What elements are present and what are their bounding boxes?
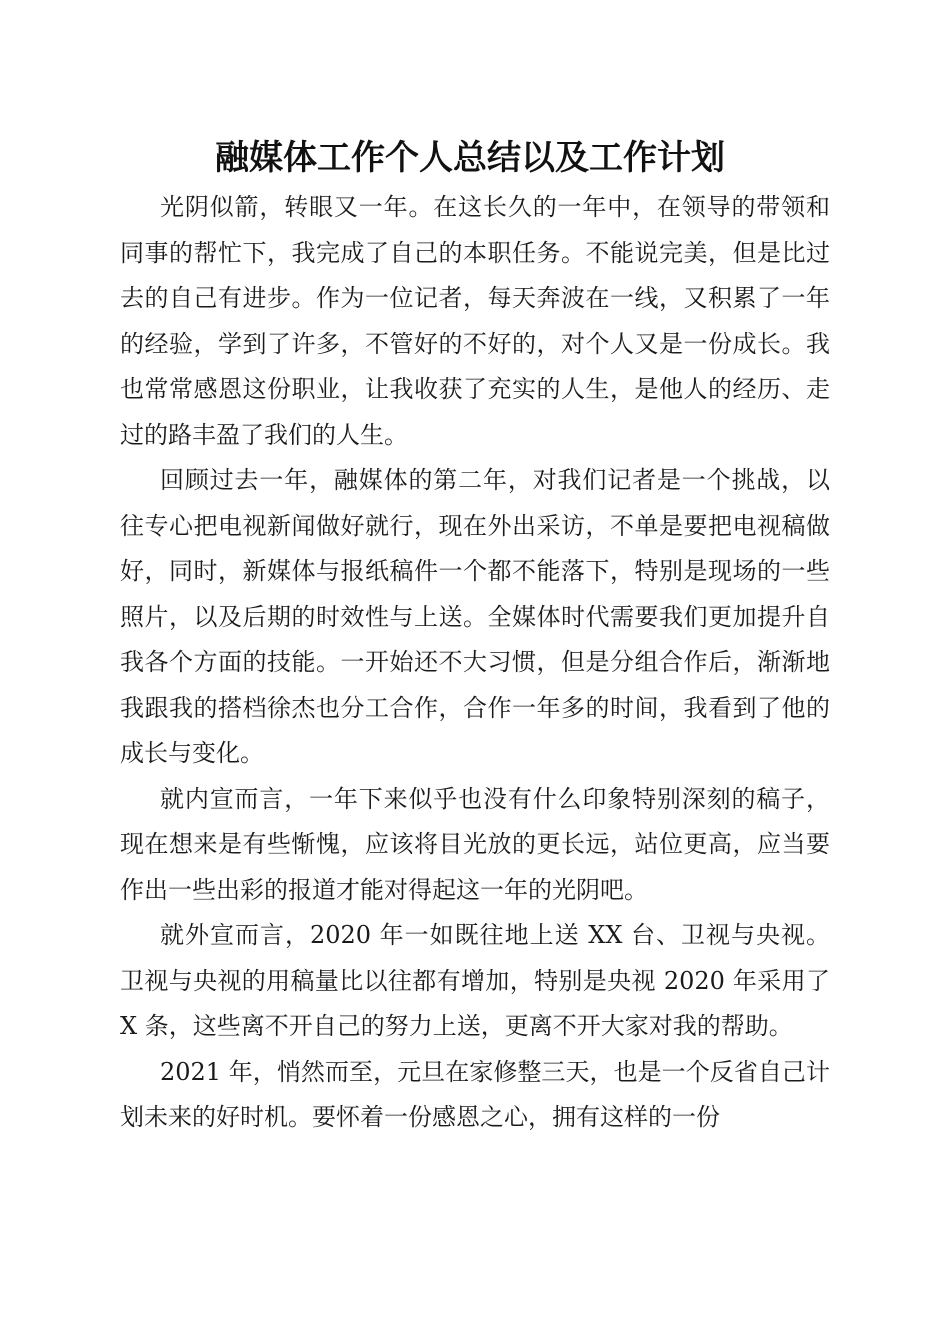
paragraph: 回顾过去一年，融媒体的第二年，对我们记者是一个挑战，以往专心把电视新闻做好就行，现在外出采访，不单是要把电视稿做好，同时，新媒体与报纸稿件一个都不能落下，特别是现场的一些照片，以及后期的时效性与上送。全媒体时代需要我们更加提升自我各个方面的技能。一开始还不大习惯，但是分组合作后，渐渐地我跟我的搭档徐杰也分工合作，合作一年多的时间，我看到了他的成长与变化。	[120, 466, 830, 767]
document-body	[120, 185, 830, 1141]
paragraph: 就外宣而言，2020 年一如既往地上送 XX 台、卫视与央视。卫视与央视的用稿量比以往都有增加，特别是央视 2020 年采用了 X 条，这些离不开自己的努力上送，更离不开大家对我的帮助。	[120, 921, 830, 1040]
paragraph: 2021 年，悄然而至，元旦在家修整三天，也是一个反省自己计划未来的好时机。要怀着一份感恩之心，拥有这样的一份	[120, 1057, 830, 1131]
page-title: 融媒体工作个人总结以及工作计划	[215, 138, 725, 178]
paragraph: 光阴似箭，转眼又一年。在这长久的一年中，在领导的带领和同事的帮忙下，我完成了自己的本职任务。不能说完美，但是比过去的自己有进步。作为一位记者，每天奔波在一线，又积累了一年的经验，学到了许多，不管好的不好的，对个人又是一份成长。我也常常感恩这份职业，让我收获了充实的人生，是他人的经历、走过的路丰盈了我们的人生。	[120, 193, 830, 449]
paragraph: 就内宣而言，一年下来似乎也没有什么印象特别深刻的稿子，现在想来是有些惭愧，应该将目光放的更长远，站位更高，应当要作出一些出彩的报道才能对得起这一年的光阴吧。	[120, 784, 830, 904]
